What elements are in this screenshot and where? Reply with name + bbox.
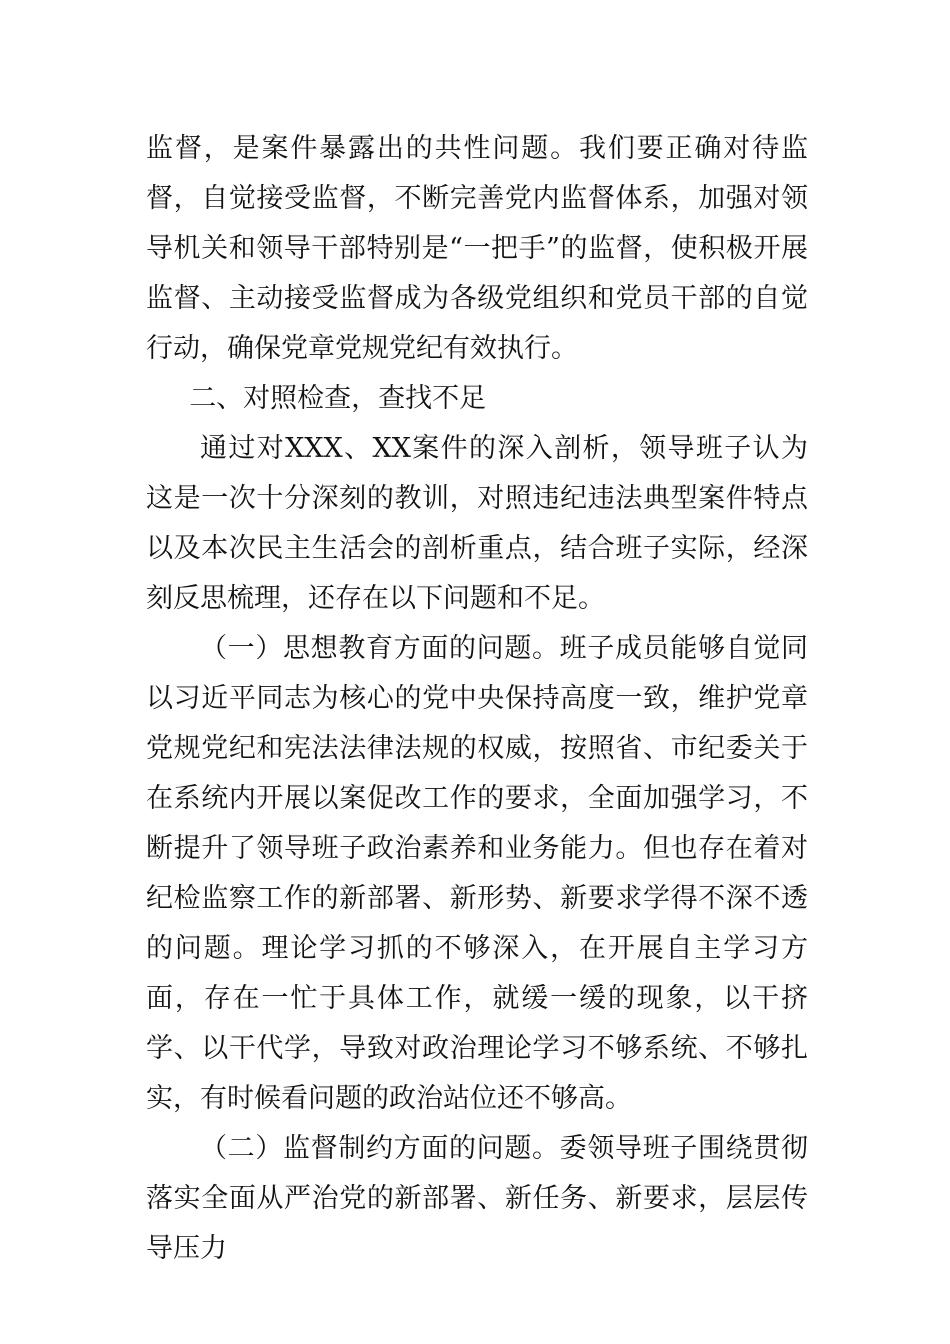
paragraph-continuation: 监督，是案件暴露出的共性问题。我们要正确对待监督，自觉接受监督，不断完善党内监督体系，加强对领导机关和领导干部特别是“一把手”的监督，使积极开展监督、主动接受监督成为各级党组织和党员干部的自觉行动，确保党章党规党纪有效执行。 [146,133,808,364]
document-body [146,124,808,1274]
section-heading: 二、对照检查，查找不足 [189,383,487,414]
paragraph-intro: 通过对XXX、XX案件的深入剖析，领导班子认为这是一次十分深刻的教训，对照违纪违法典型案件特点以及本次民主生活会的剖析重点，结合班子实际，经深刻反思梳理，还存在以下问题和不足。 [146,433,808,614]
paragraph-item-2: （二）监督制约方面的问题。委领导班子围绕贯彻落实全面从严治党的新部署、新任务、新要求，层层传导压力 [146,1133,808,1264]
paragraph-item-1: （一）思想教育方面的问题。班子成员能够自觉同以习近平同志为核心的党中央保持高度一致，维护党章党规党纪和宪法法律法规的权威，按照省、市纪委关于在系统内开展以案促改工作的要求，全面加强学习，不断提升了领导班子政治素养和业务能力。但也存在着对纪检监察工作的新部署、新形势、新要求学得不深不透的问题。理论学习抓的不够深入，在开展自主学习方面，存在一忙于具体工作，就缓一缓的现象，以干挤学、以干代学，导致对政治理论学习不够系统、不够扎实，有时候看问题的政治站位还不够高。 [146,633,808,1114]
